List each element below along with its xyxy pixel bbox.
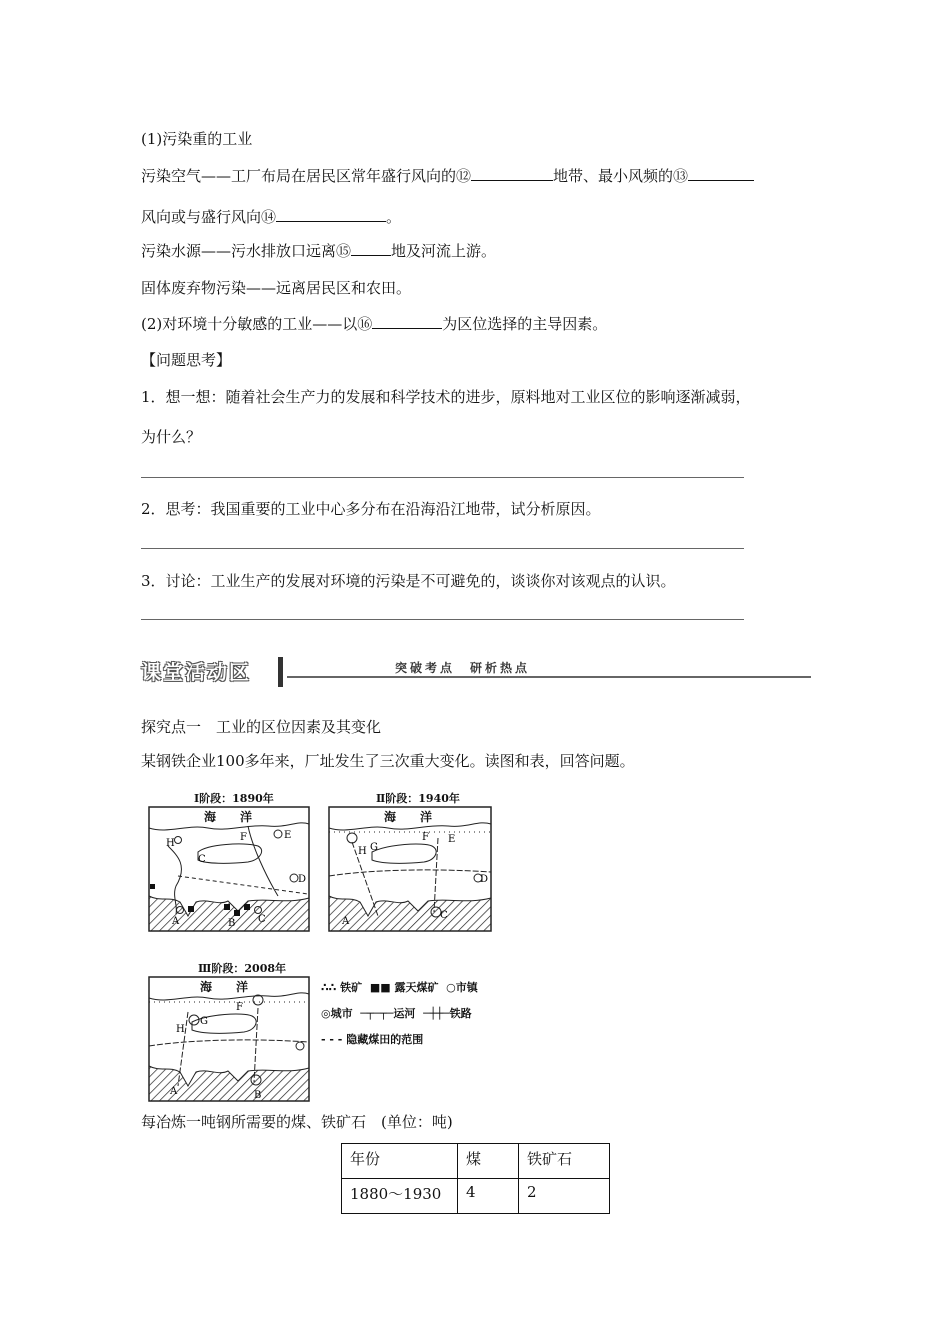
section-heading-polluting: (1)污染重的工业 (141, 130, 253, 148)
table-caption: 每冶炼一吨钢所需要的煤、铁矿石 (单位：吨) (141, 1113, 453, 1131)
legend-rail: 铁路 (449, 1007, 472, 1020)
table-row (342, 1179, 610, 1214)
question-1: 1．想一想：随着社会生产力的发展和科学技术的进步，原料地对工业区位的影响逐渐减弱， (141, 388, 751, 406)
blank-12[interactable] (471, 166, 553, 181)
map-letter-c: C (440, 910, 448, 921)
banner-subtitle: 突破考点 研析热点 (395, 661, 531, 675)
air-pollution-line: 污染空气——工厂布局在居民区常年盛行风向的⑫ 地带、最小风频的⑬ (141, 165, 754, 186)
questions-heading: 【问题思考】 (141, 351, 232, 369)
legend-hidden-coal: 隐藏煤田的范围 (346, 1033, 424, 1046)
map-letter-a: A (170, 1086, 178, 1097)
explore-intro: 某钢铁企业100多年来，厂址发生了三次重大变化。读图和表，回答问题。 (141, 752, 635, 770)
map-letter-f: F (240, 832, 247, 843)
map-sea-label: 海 洋 (200, 980, 249, 994)
map-letter-e: E (284, 830, 292, 841)
blank-15[interactable] (351, 241, 391, 256)
answer-line-3[interactable] (141, 619, 744, 620)
map-letter-g: G (200, 1016, 208, 1027)
table-cell-iron: 2 (519, 1179, 610, 1214)
map-letter-h: H (166, 838, 175, 849)
solid-waste-line: 固体废弃物污染——远离居民区和农田。 (141, 279, 412, 297)
section-banner (141, 655, 811, 691)
sensitive-industry-line: (2)对环境十分敏感的工业——以⑯ 为区位选择的主导因素。 (141, 315, 608, 333)
legend-row-2 (321, 1005, 478, 1031)
map-stage-2 (328, 790, 492, 932)
question-3: 3．讨论：工业生产的发展对环境的污染是不可避免的，谈谈你对该观点的认识。 (141, 572, 676, 590)
legend-iron: 铁矿 (340, 981, 363, 994)
table-header-iron: 铁矿石 (519, 1144, 610, 1179)
map-letter-f: F (236, 1002, 243, 1013)
blank-16[interactable] (372, 314, 442, 329)
map-letter-f: F (422, 832, 429, 843)
table-cell-year: 1880～1930 (342, 1179, 458, 1214)
map-letter-a: A (342, 916, 350, 927)
map-letter-d: D (480, 874, 489, 885)
blank-13[interactable] (688, 166, 754, 181)
iron-ore-icon: ∴∴ (321, 981, 337, 994)
banner-title: 课堂活动区 (141, 655, 275, 689)
table-header-row (342, 1144, 610, 1179)
blank-14[interactable] (276, 207, 386, 222)
legend-town: 市镇 (455, 981, 478, 994)
air-pollution-line-2: 风向或与盛行风向⑭ 。 (141, 208, 402, 226)
map-stage-1 (148, 790, 310, 932)
city-icon: ◎ (321, 1007, 331, 1020)
railway-icon: ─┼┼─ (423, 1007, 450, 1020)
banner-rule (287, 676, 811, 678)
map-sea-label: 海 洋 (204, 810, 253, 824)
map-letter-g: G (370, 842, 378, 853)
question-1-cont: 为什么？ (141, 428, 202, 446)
legend-row-3 (321, 1031, 478, 1057)
table-cell-coal: 4 (458, 1179, 519, 1214)
explore-heading: 探究点一 工业的区位因素及其变化 (141, 718, 382, 736)
coal-mine-icon: ■■ (369, 981, 391, 994)
answer-line-1[interactable] (141, 477, 744, 478)
town-icon: ○ (446, 981, 456, 994)
map-legend (321, 979, 478, 1057)
canal-icon: ─┬─┬─ (360, 1007, 394, 1020)
answer-line-2[interactable] (141, 548, 744, 549)
legend-row-1 (321, 979, 478, 1005)
map-letter-d: D (298, 874, 307, 885)
legend-canal: 运河 (393, 1007, 416, 1020)
water-pollution-line: 污染水源——污水排放口远离⑮ 地及河流上游。 (141, 242, 497, 260)
question-2: 2．思考：我国重要的工业中心多分布在沿海沿江地带，试分析原因。 (141, 500, 601, 518)
map-letter-a: A (172, 916, 180, 927)
map-sea-label: 海 洋 (384, 810, 433, 824)
map-letter-b: B (228, 918, 236, 929)
legend-city: 城市 (330, 1007, 353, 1020)
legend-coal: 露天煤矿 (394, 981, 439, 994)
table-header-year: 年份 (342, 1144, 458, 1179)
map-letter-e: E (448, 834, 456, 845)
map-title: Ⅲ阶段：2008年 (198, 962, 287, 975)
map-stage-3 (148, 960, 310, 1102)
banner-bar (278, 657, 283, 687)
map-letter-h: H (358, 846, 367, 857)
dashed-line-icon: - - - (321, 1033, 343, 1046)
map-letter-c: C (258, 914, 266, 925)
map-title: Ⅱ阶段：1940年 (376, 792, 460, 805)
map-letter-b: B (254, 1090, 262, 1101)
map-title: Ⅰ阶段：1890年 (194, 792, 274, 805)
map-letter-g: C (198, 854, 206, 865)
map-letter-h: H (176, 1024, 185, 1035)
coal-iron-table (341, 1143, 610, 1214)
table-header-coal: 煤 (458, 1144, 519, 1179)
